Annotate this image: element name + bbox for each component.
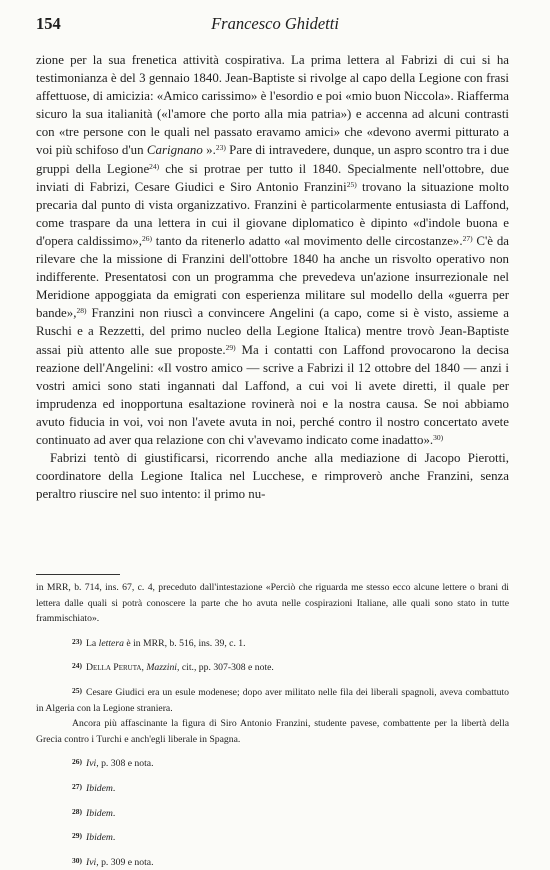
footnote-26 [36, 754, 509, 772]
footnote-ref: 30) [433, 432, 444, 442]
footnote-number: 27) [72, 781, 82, 791]
footnote-title: Ivi [86, 856, 97, 868]
text-run-italic: Carignano [146, 143, 203, 158]
footnote-29 [36, 828, 509, 846]
paragraph: Fabrizi tentò di giustificarsi, ricorrendo anche alla mediazione di Jacopo Pierotti, coordinatore della Legione Italica nel Lucchese, e rimproverò anche Franzini, senza peraltro riuscire nel suo intento: il primo nu- [36, 451, 509, 502]
footnote-number: 25) [72, 685, 82, 695]
footnote-number: 29) [72, 831, 82, 841]
footnote-continuation: in MRR, b. 714, ins. 67, c. 4, preceduto dall'intestazione «Perciò che riguarda me stesso ecco alcune lettere o brani di lettera dalle quali si potrà conoscere la parte che ho avuta nelle cospirazioni Italiane, alle quali sono stato in tutte frammischiato». [36, 582, 509, 625]
text-run: trovano la situazione molto precaria dal punto di vista organizzativo. Franzini è particolarmente entusiasta di Laffond, come traspare da una lettera in cui il giovane diplomatico è dipinto «d'indole buona e d'opera caldissimo», [36, 179, 509, 248]
page-number: 154 [36, 14, 61, 33]
footnote-ref: 29) [225, 342, 236, 352]
footnote-number: 24) [72, 661, 82, 671]
footnotes [36, 580, 509, 870]
footnote-text: . [112, 807, 116, 819]
footnote-28 [36, 804, 509, 822]
footnote-title: Mazzini [146, 662, 177, 674]
text-run: zione per la sua frenetica attività cospirativa. La prima lettera al Fabrizi di cui si ha testimonianza è del 3 gennaio 1840. Jean-Baptiste si rivolge al capo della Legione con frasi affettuose, di amicizia: «Amico carissimo» è l'esordio e poi «mio buon Niccola». Riafferma sicuro la sua italianità («l'amore che porto alla mia patria») e accenna ad alcuni contrasti con «tre persone con le quali nel passato eravamo amici» che «devono avermi pitturato a voi più schifoso d'un [36, 53, 509, 158]
paragraph [36, 51, 509, 449]
footnote-text: . [112, 832, 116, 844]
footnote-text: è in MRR, b. 516, ins. 39, c. 1. [123, 637, 246, 649]
footnote-number: 30) [72, 855, 82, 865]
footnote-23 [36, 634, 509, 652]
footnote-text: . [112, 782, 116, 794]
footnote-text: , p. 308 e nota. [96, 758, 154, 770]
footnote-25-cont: Ancora più affascinante la figura di Siro Antonio Franzini, studente pavese, combattente per la libertà della Grecia contro i Turchi e anch'egli liberale in Spagna. [36, 718, 509, 745]
footnote-text: La [86, 637, 99, 649]
footnote-ref: 27) [462, 233, 473, 243]
footnote-30 [36, 853, 509, 870]
page-header [36, 14, 514, 36]
footnote-27 [36, 779, 509, 797]
main-text [36, 51, 509, 503]
footnote-ref: 26) [142, 233, 152, 243]
footnote-number: 28) [72, 806, 82, 816]
text-run: Franzini non riuscì a convincere Angelini (a capo, come si è visto, assieme a Ruschi e a Rezzetti, del primo nucleo della Legione Italica) mentre trovò Jean-Baptiste assai più attento alle sue proposte. [36, 306, 509, 357]
footnote-text: , [141, 662, 147, 674]
footnote-24 [36, 658, 509, 676]
footnote-title: Ibidem [86, 832, 113, 844]
footnote-text: , cit., pp. 307-308 e note. [177, 662, 274, 674]
footnote-number: 23) [72, 636, 82, 646]
footnote-ref: 24) [149, 161, 160, 171]
footnote-author: Della Peruta [86, 662, 142, 674]
footnote-title: Ibidem [86, 782, 113, 794]
text-run: tanto da ritenerlo adatto «al movimento delle circostanze». [152, 233, 463, 248]
text-run: ». [202, 143, 216, 158]
footnote-ref: 23) [215, 143, 226, 153]
text-run: che si protrae per tutto il 1840. Specialmente nell'ottobre, due inviati di Fabrizi, Cesare Giudici e Siro Antonio Franzini [36, 161, 509, 194]
footnote-rule [36, 574, 120, 575]
footnote-ref: 25) [346, 179, 357, 189]
footnote-text: Cesare Giudici era un esule modenese; dopo aver militato nelle fila dei liberali spagnoli, aveva combattuto in Algeria con la Legione straniera. [36, 686, 509, 714]
footnote-title: lettera [98, 637, 124, 649]
footnote-title: Ivi [86, 758, 97, 770]
footnote-text: , p. 309 e nota. [96, 856, 154, 868]
text-run: Ma i contatti con Laffond provocarono la decisa reazione dell'Angelini: «Il vostro amico — scrive a Fabrizi il 12 ottobre del 1840 — anzi i vostri amici sono stati ingannati dal Laffond, a cui voi li avete diretti, il quale per imprudenza ed inopportuna esaltazione rovinerà noi e la nostra causa. Se noi abbiamo avuto fiducia in voi, voi non l'avete avuta in noi, perché contro il nostro concertato avete continuato ad aver qua relazione con chi v'avevamo indicato come inadatto». [36, 342, 509, 447]
running-head: Francesco Ghidetti [211, 14, 339, 33]
text-run: Pare di intravedere, dunque, un aspro scontro tra i due gruppi della Legione [36, 143, 510, 176]
footnote-ref: 28) [76, 306, 87, 316]
footnote-number: 26) [72, 757, 82, 767]
footnote-title: Ibidem [86, 807, 113, 819]
footnote-25 [36, 683, 509, 716]
text-run: C'è da rilevare che la missione di Franzini dell'ottobre 1840 ha anche un risvolto operativo non indifferente. Presentatosi con un programma che prevedeva un'azione insurrezionale nel Meridione appoggiata da emigrati con esperienza militare sul modello della «guerra per bande», [36, 233, 509, 321]
